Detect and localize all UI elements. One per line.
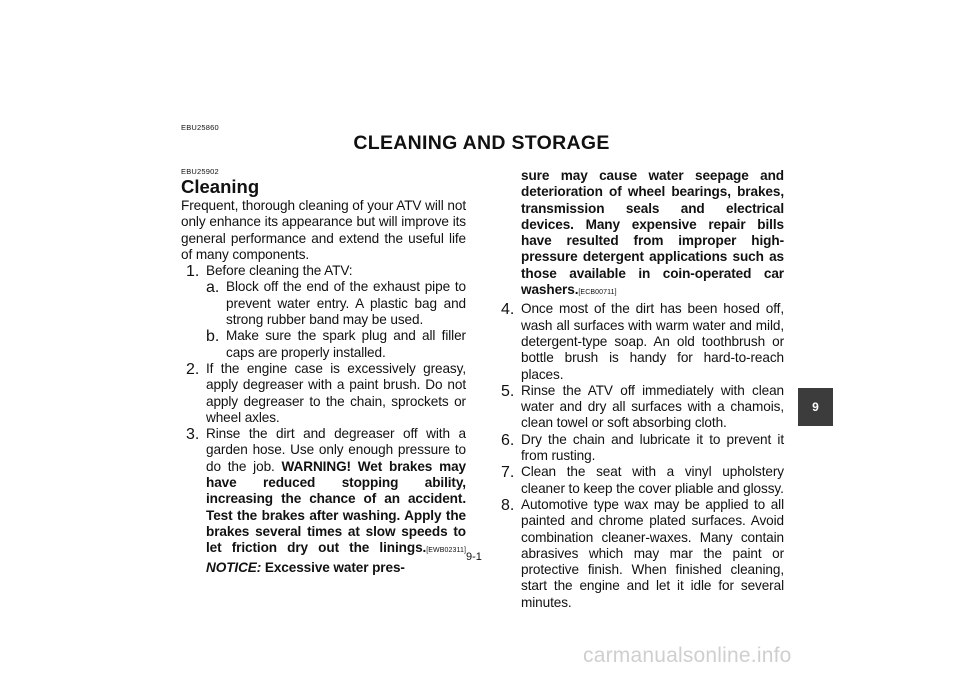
step-text: If the engine case is excessively greasy, apply degreaser with a paint brush. Do not apply degreaser to the chain, sprockets or wheel axles. [206, 360, 466, 425]
left-column [181, 167, 466, 576]
watermark: carmanualsonline.info [583, 644, 792, 667]
step-5 [500, 383, 784, 432]
section-code: EBU25902 [181, 167, 219, 176]
step-text: Before cleaning the ATV: [206, 263, 353, 279]
intro-paragraph: Frequent, thorough cleaning of your ATV will not only enhance its appearance but will improve its general performance and extend the useful life of many components. [181, 198, 466, 262]
step-3-continued [500, 168, 784, 301]
step-number: 3. [186, 426, 200, 444]
step-number: 5. [501, 382, 515, 400]
section-title: Cleaning [181, 176, 260, 197]
step-text: Rinse the ATV off immediately with clean water and dry all surfaces with a chamois, clean towel or soft absorbing cloth. [521, 382, 784, 431]
step-text: Automotive type wax may be applied to all painted and chrome plated surfaces. Avoid combination cleaner-waxes. Many contain abrasives which may mar the paint or protective finish. When finished cleaning, start the engine and let it idle for several minutes. [521, 496, 784, 610]
step-number: 7. [501, 464, 515, 482]
notice-continued [521, 168, 784, 301]
chapter-tab: 9 [798, 388, 833, 426]
notice-text: Excessive water pres- [264, 559, 405, 575]
notice-code: [ECB00711] [578, 289, 617, 297]
step-3 [181, 426, 466, 576]
warning-text: WARNING! Wet brakes may have reduced stopping ability, increasing the chance of an accident. Test the brakes after washing. Apply the brakes several times at slow speeds to let friction dry out the linings. [206, 458, 466, 556]
step-8 [500, 497, 784, 611]
substep-a [181, 279, 466, 328]
step-2 [181, 361, 466, 426]
step-text [206, 426, 466, 576]
substep-letter: b. [206, 328, 220, 346]
chapter-code: EBU25860 [181, 123, 219, 132]
step-6 [500, 432, 784, 465]
step-text: Dry the chain and lubricate it to prevent it from rusting. [521, 431, 784, 464]
step-number: 1. [186, 263, 200, 281]
step-3-text: Rinse the dirt and degreaser off with a garden hose. Use only enough pressure to do the job. [206, 426, 466, 474]
step-7 [500, 464, 784, 497]
step-number: 6. [501, 431, 515, 449]
step-1 [181, 263, 466, 279]
notice-continued-text: sure may cause water seepage and deterioration of wheel bearings, brakes, transmission seals and electrical devices. Many expensive repair bills have resulted from improper high-pressure detergent applications such as those available in coin-operated car washers. [521, 168, 784, 298]
step-text: Once most of the dirt has been hosed off, wash all surfaces with warm water and mild, detergent-type soap. An old toothbrush or bottle brush is handy for hard-to-reach places. [521, 301, 784, 382]
page-title: CLEANING AND STORAGE [353, 132, 610, 154]
step-number: 4. [501, 301, 515, 319]
substep-text: Make sure the spark plug and all filler caps are properly installed. [226, 328, 466, 360]
notice-label: NOTICE: [206, 559, 262, 575]
step-text: Clean the seat with a vinyl upholstery cleaner to keep the cover pliable and glossy. [521, 464, 784, 496]
warning-code: [EWB02311] [426, 547, 466, 555]
step-number: 2. [186, 360, 200, 378]
step-number: 8. [501, 496, 515, 514]
substep-letter: a. [206, 279, 220, 297]
step-4 [500, 301, 784, 382]
page-number: 9-1 [466, 551, 482, 563]
substep-text: Block off the end of the exhaust pipe to prevent water entry. A plastic bag and strong rubber band may be used. [226, 279, 466, 328]
substep-b [181, 328, 466, 361]
right-column [500, 168, 784, 611]
